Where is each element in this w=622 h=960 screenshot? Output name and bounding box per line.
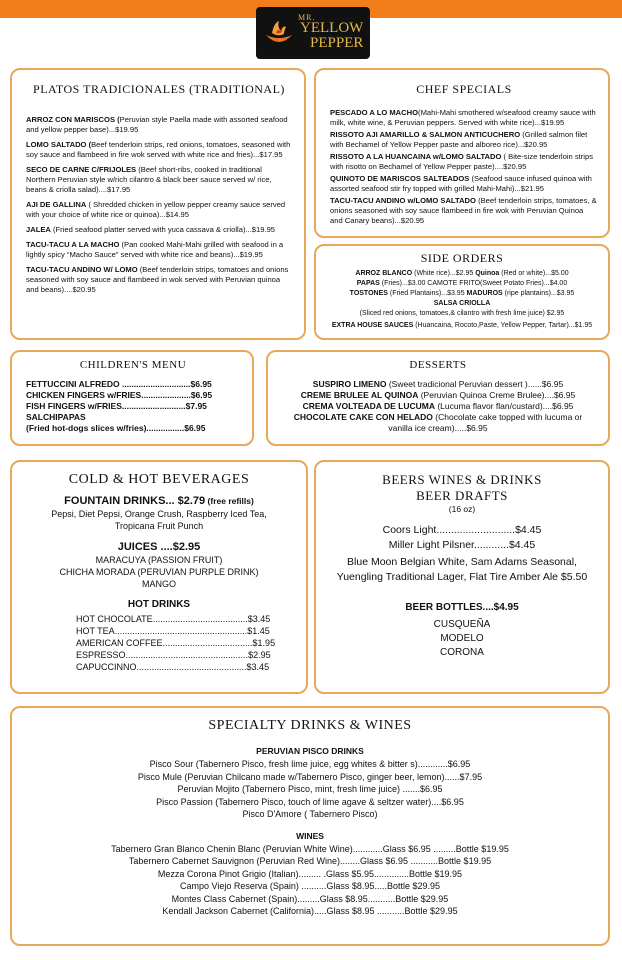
- chef-section: [314, 68, 610, 238]
- kids-item: FISH FINGERS w/FRIES...........................$7.95: [26, 401, 207, 411]
- platos-title: PLATOS TRADICIONALES (TRADITIONAL): [33, 82, 285, 96]
- hot-drink-row: AMERICAN COFFEE .................................... $1.95: [76, 638, 276, 648]
- side-line: SALSA CRIOLLA: [433, 300, 491, 307]
- menu-item: TACU-TACU ANDINO w/LOMO SALTADO (Beef tenderloin strips, tomatoes, & onions seasoned with soy sauce flambeed in fire wok with Peruvian Quinoa and Canary beans)...$20.95: [330, 196, 597, 225]
- menu-item: RISSOTO AJI AMARILLO & SALMON ANTICUCHERO (Grilled salmon filet with Bechamel of Yellow Pepper paste and alboreo rice)...$20.95: [330, 130, 588, 149]
- kids-item: CHICKEN FINGERS w/FRIES.....................$6.95: [26, 390, 213, 400]
- wine-item: Tabernero Gran Blanco Chenin Blanc (Peruvian White Wine)............Glass $6.95 .........Bottle $19.95: [111, 843, 509, 854]
- draft-specialty: Blue Moon Belgian White, Sam Adams Seasonal, Yuengling Traditional Lager, Flat Tire Amber Ale $5.50: [336, 556, 588, 583]
- menu-item: TACU-TACU ANDINO W/ LOMO (Beef tenderloin strips, tomatoes and onions seasoned with soy sauce and flambeed in wok served with Peruvian quinoa and beans)....$20.95: [26, 265, 289, 294]
- dessert-item: CHOCOLATE CAKE CON HELADO (Chocolate cake topped with lucuma or vanilla ice cream).....$6.95: [293, 412, 583, 433]
- platos-section: [10, 68, 306, 340]
- wine-item: Kendall Jackson Cabernet (California).....Glass $8.95 ...........Bottle $29.95: [162, 906, 458, 916]
- kids-item: SALCHIPAPAS: [26, 412, 86, 422]
- chef-title: CHEF SPECIALS: [416, 82, 512, 96]
- hot-drink-row: HOT CHOCOLATE ...................................... $3.45: [76, 614, 271, 624]
- logo-pepper: PEPPER: [310, 35, 364, 51]
- beer-drafts-title: BEER DRAFTS: [416, 488, 508, 503]
- wine-item: Campo Viejo Reserva (Spain) ..........Glass $8.95.....Bottle $29.95: [180, 881, 440, 891]
- pisco-item: Pisco Sour (Tabernero Pisco, fresh lime juice, egg whites & bitter s)............$6.95: [149, 759, 471, 769]
- kids-item: (Fried hot-dogs slices w/fries)................$6.95: [26, 423, 206, 433]
- menu-item: SECO DE CARNE C/FRIJOLES (Beef short-ribs, cooked in traditional Northern Peruvian style w/rich cilantro & black beer sauce served w/ rice, beans & criolla salad)....$17.95: [26, 165, 272, 194]
- menu-item: RISSOTO A LA HUANCAINA w/LOMO SALTADO ( Bite-size tenderloin strips with risotto on Bechamel of Yellow Pepper paste)....$20.95: [330, 152, 594, 171]
- wines-heading: WINES: [296, 830, 324, 841]
- pisco-heading: PERUVIAN PISCO DRINKS: [256, 746, 364, 756]
- draft-size: (16 oz): [448, 504, 476, 514]
- children-section: [10, 350, 254, 446]
- bottle-item: CORONA: [440, 647, 484, 658]
- restaurant-logo: [256, 7, 370, 59]
- children-title: CHILDREN'S MENU: [79, 359, 187, 371]
- hot-drink-row: CAPUCCINNO ............................................ $3.45: [76, 662, 270, 672]
- menu-item: TACU-TACU A LA MACHO (Pan cooked Mahi-Mahi grilled with seafood in a lightly spicy “Macho Sauce” served with white rice and beans)...$19.95: [26, 240, 284, 259]
- wine-item: Tabernero Cabernet Sauvignon (Peruvian Red Wine)........Glass $6.95 ...........Bottle $19.95: [128, 856, 492, 866]
- kids-item: FETTUCCINI ALFREDO .............................$6.95: [26, 379, 212, 389]
- side-line: EXTRA HOUSE SAUCES (Huancaina, Rocoto,Paste, Yellow Pepper, Tartar)...$1.95: [331, 322, 593, 329]
- menu-item: LOMO SALTADO (Beef tenderloin strips, red onions, tomatoes, seasoned with soy sauce and flambeed in fire wok served with white rice and fries)...$17.95: [26, 140, 291, 159]
- side-line: PAPAS (Fries)...$3.00 CAMOTE FRITO(Sweet Potato Fries)...$4.00: [356, 280, 568, 287]
- juice-item: MANGO: [141, 579, 176, 589]
- side-line: TOSTONES (Fried Plantains)...$3.95 MADUROS (ripe plantains)...$3.95: [349, 290, 575, 297]
- sides-section: [314, 244, 610, 340]
- fountain-heading: FOUNTAIN DRINKS... $2.79 (free refills): [64, 495, 254, 507]
- beverages-title: COLD & HOT BEVERAGES: [68, 472, 250, 487]
- hot-drinks-heading: HOT DRINKS: [127, 599, 191, 610]
- draft-item: Miller Light Pilsner............$4.45: [388, 539, 536, 551]
- pisco-item: Pisco Passion (Tabernero Pisco, touch of lime agave & seltzer water)....$6.95: [156, 796, 464, 807]
- side-line: (Sliced red onions, tomatoes,& cilantro with fresh lime juice) $2.95: [359, 310, 565, 317]
- hot-drink-row: ESPRESSO ................................................. $2.95: [76, 650, 271, 660]
- bottle-item: MODELO: [440, 633, 484, 644]
- pisco-item: Pisco Mule (Peruvian Chilcano made w/Tabernero Pisco, ginger beer, lemon)......$7.95: [137, 771, 483, 782]
- dessert-item: CREMA VOLTEADA DE LUCUMA (Lucuma flavor flan/custard)....$6.95: [302, 401, 574, 411]
- dessert-item: SUSPIRO LIMENO (Sweet tradicional Peruvian dessert )......$6.95: [312, 379, 564, 389]
- wine-item: Montes Class Cabernet (Spain).........Glass $8.95...........Bottle $29.95: [171, 893, 449, 904]
- menu-item: AJI DE GALLINA ( Shredded chicken in yellow pepper creamy sauce served with your choice of white rice or quinoa)...$14.95: [26, 200, 286, 219]
- juices-heading: JUICES ....$2.95: [117, 541, 201, 553]
- pisco-item: Pisco D'Amore ( Tabernero Pisco): [242, 809, 378, 819]
- logo-mr: MR.: [298, 13, 316, 22]
- beers-section: [314, 460, 610, 694]
- side-line: ARROZ BLANCO (White rice)...$2.95 Quinoa (Red or white)...$5.00: [355, 270, 569, 277]
- fountain-list: Pepsi, Diet Pepsi, Orange Crush, Raspberry Iced Tea, Tropicana Fruit Punch: [51, 509, 267, 531]
- bottles-heading: BEER BOTTLES....$4.95: [405, 602, 519, 613]
- draft-item: Coors Light...........................$4.45: [382, 524, 542, 536]
- sides-title: SIDE ORDERS: [420, 251, 504, 265]
- wine-item: Mezza Corona Pinot Grigio (Italian)......... .Glass $5.95..............Bottle $19.95: [157, 868, 463, 879]
- pisco-item: Peruvian Mojito (Tabernero Pisco, mint, fresh lime juice) .......$6.95: [177, 784, 443, 794]
- desserts-section: [266, 350, 610, 446]
- beverages-section: [10, 460, 308, 694]
- specialty-title: SPECIALTY DRINKS & WINES: [208, 718, 412, 733]
- beers-title: BEERS WINES & DRINKS: [382, 472, 542, 487]
- menu-item: JALEA (Fried seafood platter served with yuca cassava & criolla)...$19.95: [26, 225, 276, 234]
- bottle-item: CUSQUEÑA: [433, 619, 491, 630]
- desserts-title: DESSERTS: [409, 359, 467, 371]
- specialty-section: [10, 706, 610, 946]
- juice-item: CHICHA MORADA (PERUVIAN PURPLE DRINK): [59, 567, 259, 577]
- dessert-item: CREME BRULEE AL QUINOA (Peruvian Quinoa Creme Brulee)....$6.95: [300, 390, 576, 400]
- menu-item: PESCADO A LO MACHO(Mahi-Mahi smothered w/seafood creamy sauce with milk, white wine, & Peruvian peppers. Served with white rice)...$19.95: [330, 108, 596, 127]
- hot-drink-row: HOT TEA ..................................................... $1.45: [76, 626, 270, 636]
- menu-item: QUINOTO DE MARISCOS SALTEADOS (Seafood sauce infused quinoa with assorted seafood stir fry topped with grilled Mahi-Mahi)...$21.95: [330, 174, 592, 193]
- logo-yellow: YELLOW: [300, 20, 364, 36]
- menu-item: ARROZ CON MARISCOS (Peruvian style Paella made with assorted seafood and yellow pepper base)...$19.95: [26, 115, 288, 134]
- juice-item: MARACUYA (PASSION FRUIT): [95, 555, 223, 565]
- flame-pepper-icon: [262, 19, 296, 49]
